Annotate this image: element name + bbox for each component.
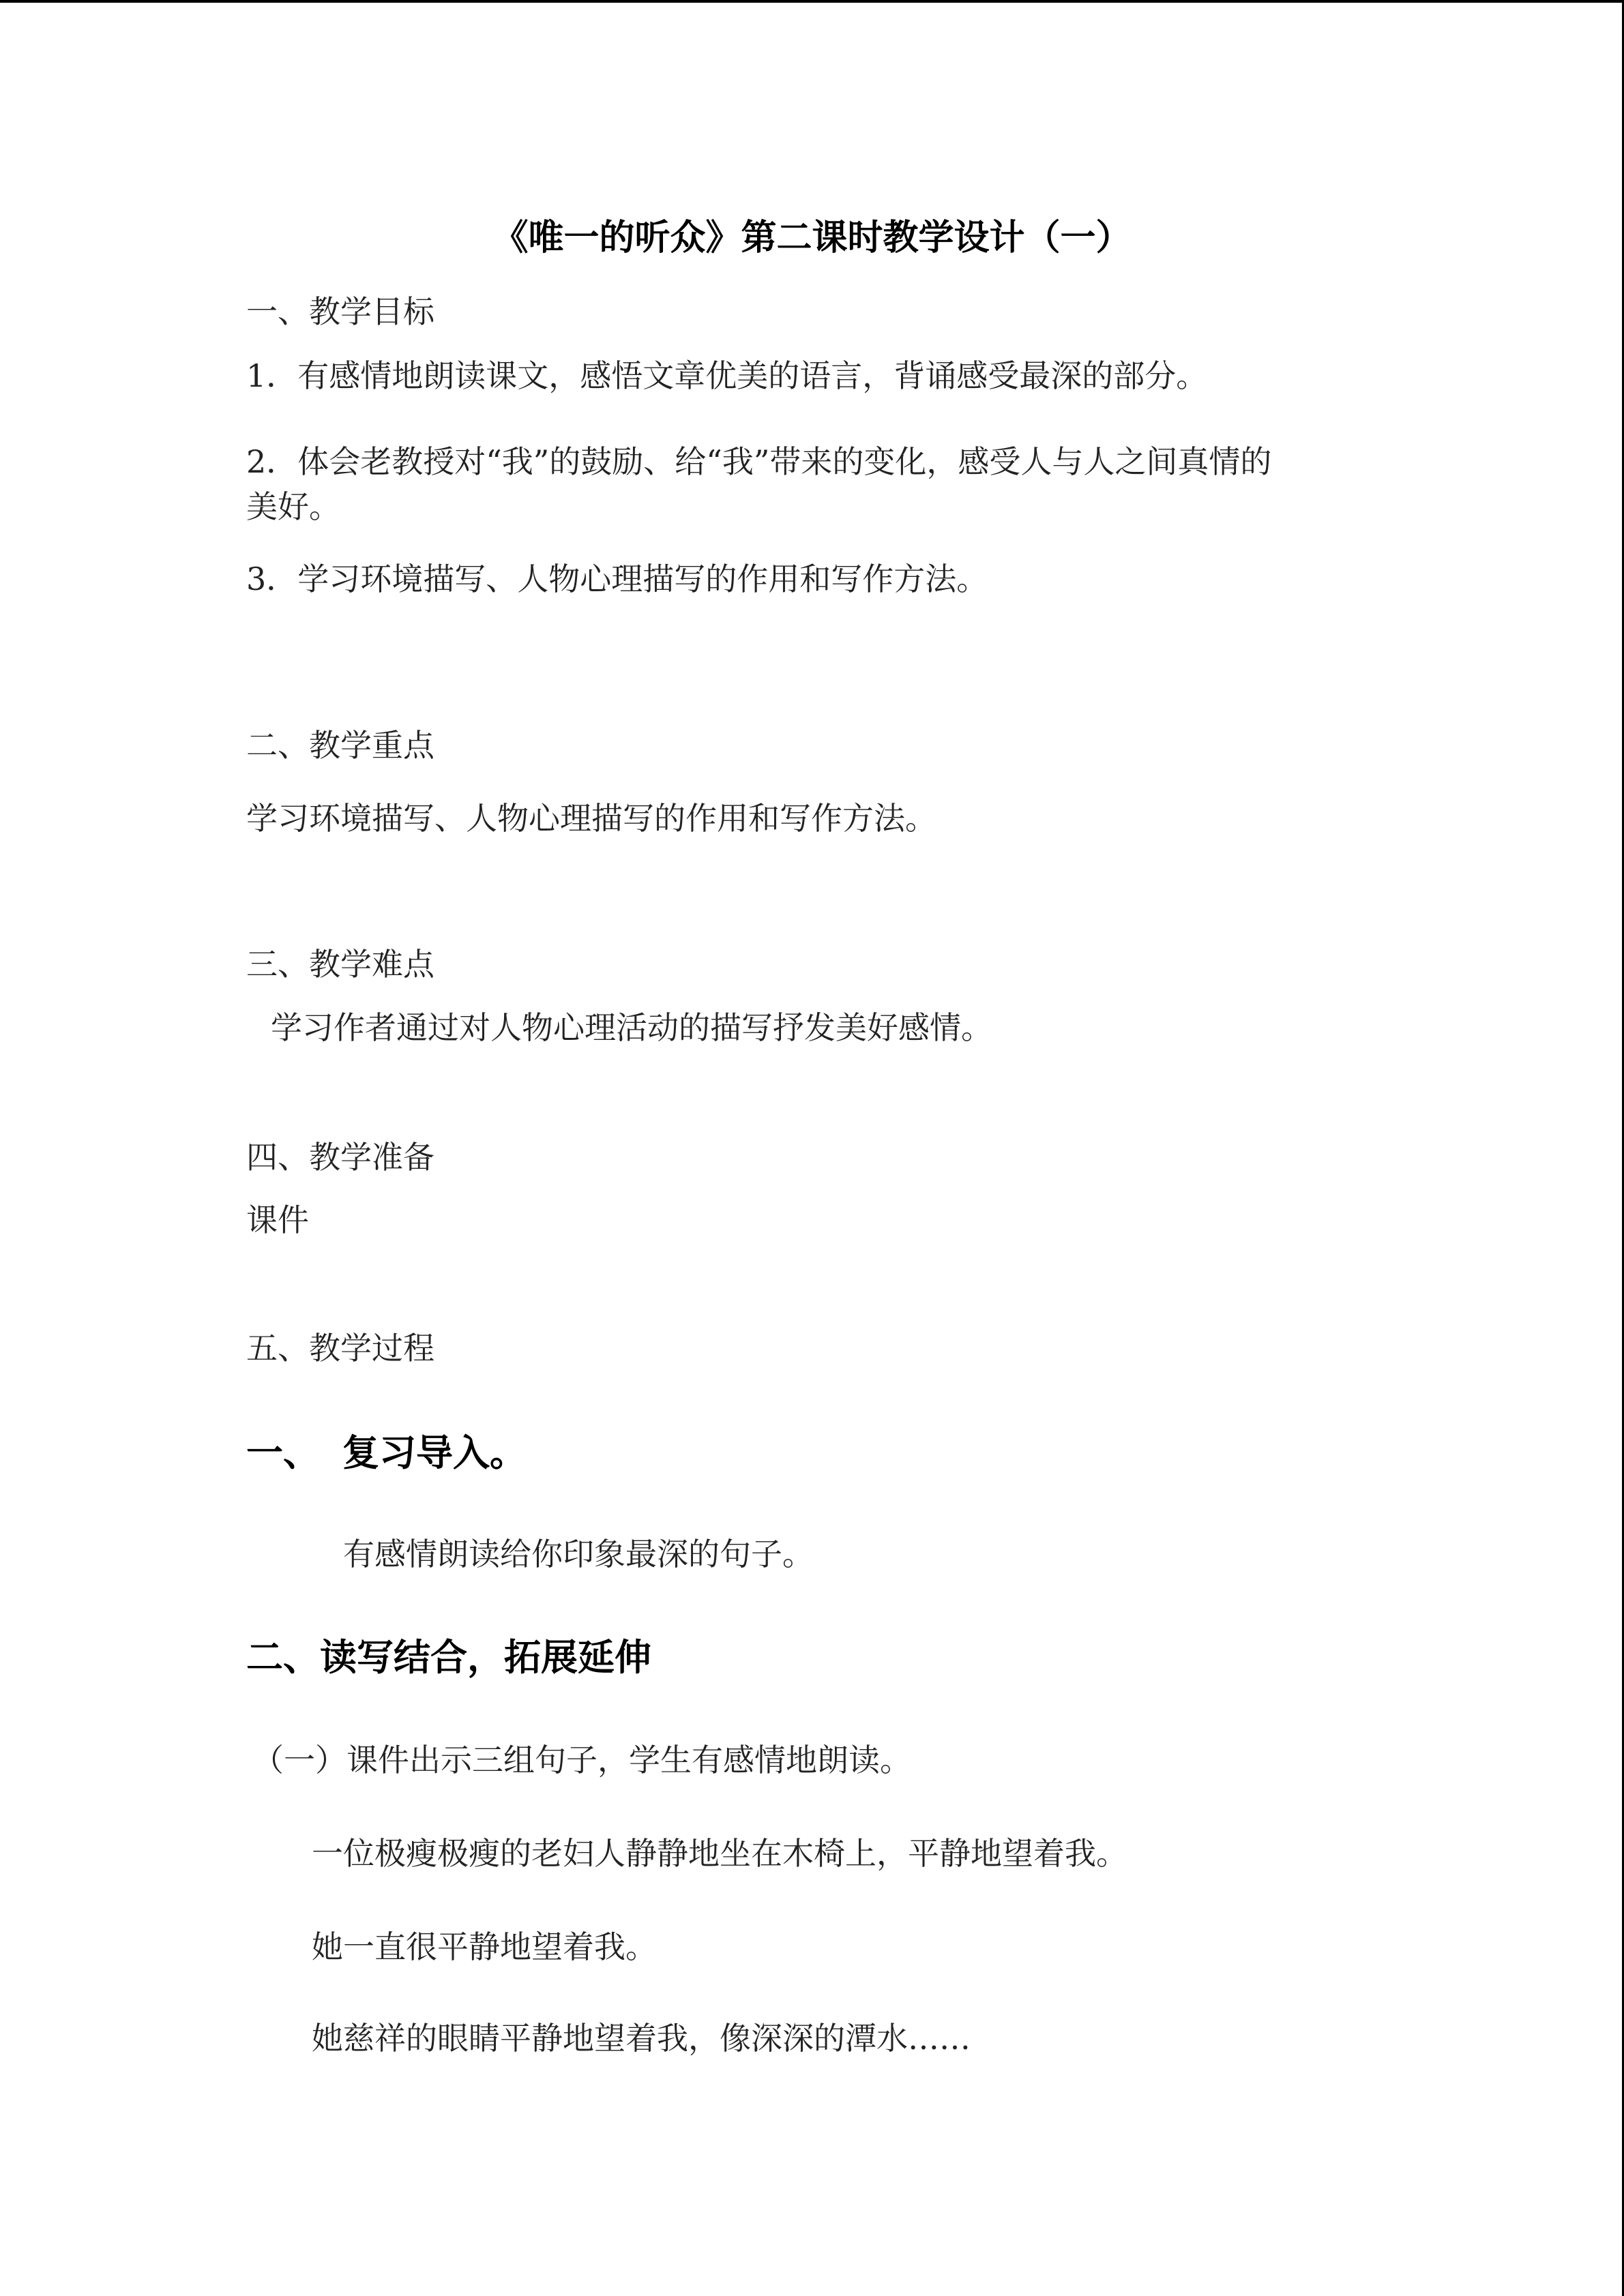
goal-item-2-continued: 美好。: [246, 488, 340, 525]
heading-process: 五、教学过程: [246, 1330, 434, 1367]
sentence-3: 她慈祥的眼睛平静地望着我，像深深的潭水……: [312, 2020, 971, 2057]
heading-preparation: 四、教学准备: [246, 1139, 434, 1176]
step2-subheading: （一）课件出示三组句子，学生有感情地朗读。: [252, 1742, 911, 1778]
step1-text: 有感情朗读给你印象最深的句子。: [343, 1536, 814, 1572]
heading-key-points: 二、教学重点: [246, 727, 434, 764]
step1-number: 一、: [246, 1431, 320, 1474]
page-top-border: [0, 0, 1624, 3]
key-points-text: 学习环境描写、人物心理描写的作用和写作方法。: [246, 800, 936, 837]
step2-title: 二、读写结合，拓展延伸: [246, 1635, 651, 1679]
heading-goals: 一、教学目标: [246, 293, 434, 330]
heading-difficulties: 三、教学难点: [246, 946, 434, 983]
difficulties-text: 学习作者通过对人物心理活动的描写抒发美好感情。: [271, 1009, 992, 1046]
sentence-1: 一位极瘦极瘦的老妇人静静地坐在木椅上，平静地望着我。: [312, 1835, 1127, 1872]
goal-item-3: 3．学习环境描写、人物心理描写的作用和写作方法。: [246, 561, 988, 597]
document-title: 《唯一的听众》第二课时教学设计（一）: [492, 217, 1132, 258]
sentence-2: 她一直很平静地望着我。: [312, 1928, 657, 1965]
step1-title: 复习导入。: [342, 1431, 527, 1474]
goal-item-1: 1．有感情地朗读课文，感悟文章优美的语言，背诵感受最深的部分。: [246, 357, 1208, 394]
preparation-text: 课件: [246, 1202, 309, 1238]
goal-item-2: 2．体会老教授对“我”的鼓励、给“我”带来的变化，感受人与人之间真情的: [246, 443, 1272, 480]
